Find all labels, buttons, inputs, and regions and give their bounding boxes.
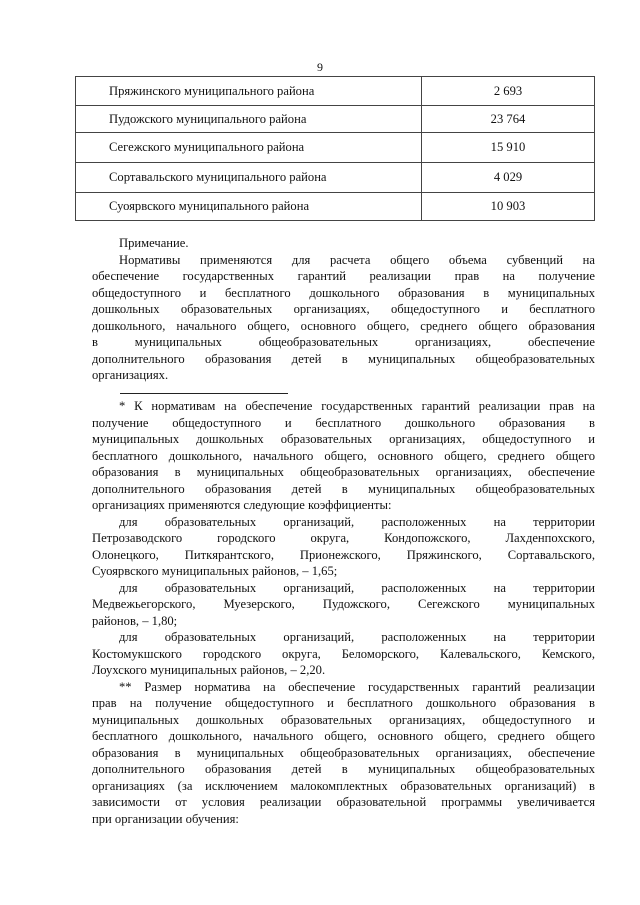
district-name: Пряжинского муниципального района xyxy=(76,77,422,106)
footnote-line: зависимости от условия реализации образовательной программы увеличивается xyxy=(92,795,595,809)
page-number: 9 xyxy=(317,60,323,74)
note-line: общедоступного и бесплатного дошкольного образования в муниципальных xyxy=(92,285,595,300)
footnote-line: получение общедоступного и бесплатного дошкольного образования в xyxy=(92,415,595,430)
footnote-section xyxy=(92,398,595,827)
district-name: Сегежского муниципального района xyxy=(76,133,422,163)
note-line: обеспечение государственных гарантий реализации прав на получение xyxy=(92,269,595,283)
table-row xyxy=(76,77,595,106)
table-row xyxy=(76,193,595,221)
footnote-line: районов, – 1,80; xyxy=(92,613,178,628)
footnote-divider xyxy=(120,393,288,394)
footnote-line: муниципальных дошкольных образовательных организациях, общедоступного и xyxy=(92,432,595,446)
note-heading: Примечание. xyxy=(119,236,189,250)
district-name: Суоярвского муниципального района xyxy=(76,193,422,221)
footnote-line: для образовательных организаций, расположенных на территории xyxy=(119,514,595,529)
table-row xyxy=(76,106,595,133)
footnote-line: для образовательных организаций, расположенных на территории xyxy=(119,630,595,644)
footnote-line: прав на получение общедоступного и бесплатного дошкольного образования в xyxy=(92,696,595,710)
footnote-line: бесплатного дошкольного, начального общего, основного общего, среднего общего xyxy=(92,448,595,463)
norm-value: 23 764 xyxy=(422,106,595,133)
note-line: Нормативы применяются для расчета общего объема субвенций на xyxy=(119,252,595,267)
footnote-line: бесплатного дошкольного, начального общего, основного общего, среднего общего xyxy=(92,729,595,743)
district-name: Пудожского муниципального района xyxy=(76,106,422,133)
norm-value: 2 693 xyxy=(422,77,595,106)
note-line: в муниципальных общеобразовательных организациях, обеспечение xyxy=(92,335,595,349)
footnote-line: Олонецкого, Питкярантского, Прионежского, Пряжинского, Сортавальского, xyxy=(92,547,595,562)
footnote-line: организациях применяются следующие коэффициенты: xyxy=(92,498,392,512)
footnote-line: Медвежьегорского, Муезерского, Пудожского, Сегежского муниципальных xyxy=(92,597,595,611)
footnote-line: Петрозаводского городского округа, Кондопожского, Лахденпохского, xyxy=(92,531,595,545)
footnote-line: образования в муниципальных общеобразовательных организациях, обеспечение xyxy=(92,465,595,479)
footnote-line: организациях (за исключением малокомплектных образовательных организаций) в xyxy=(92,778,595,793)
norm-value: 10 903 xyxy=(422,193,595,221)
footnote-line: ** Размер норматива на обеспечение государственных гарантий реализации xyxy=(119,679,595,694)
norms-table xyxy=(75,76,595,221)
footnote-line: образования в муниципальных общеобразовательных организациях, обеспечение xyxy=(92,745,595,760)
note-line: дошкольного, начального общего, основного общего, среднего общего образования xyxy=(92,318,595,333)
footnote-line: для образовательных организаций, расположенных на территории xyxy=(119,580,595,595)
footnote-line: Лоухского муниципальных районов, – 2,20. xyxy=(92,663,326,677)
footnote-line: Суоярвского муниципальных районов, – 1,65; xyxy=(92,564,338,578)
table-row xyxy=(76,133,595,163)
note-section xyxy=(92,235,595,384)
footnote-line: Костомукшского городского округа, Беломорского, Калевальского, Кемского, xyxy=(92,646,595,661)
note-line: организациях. xyxy=(92,368,169,382)
footnote-line: муниципальных дошкольных образовательных организациях, общедоступного и xyxy=(92,712,595,727)
footnote-line: при организации обучения: xyxy=(92,811,239,826)
note-line: дополнительного образования детей в муниципальных общеобразовательных xyxy=(92,351,595,366)
note-line: дошкольных образовательных организациях, общедоступного и бесплатного xyxy=(92,302,595,316)
norm-value: 15 910 xyxy=(422,133,595,163)
footnote-line: дополнительного образования детей в муниципальных общеобразовательных xyxy=(92,481,595,496)
table-row xyxy=(76,163,595,193)
footnote-line: * К нормативам на обеспечение государственных гарантий реализации прав на xyxy=(119,399,595,413)
norm-value: 4 029 xyxy=(422,163,595,193)
footnote-line: дополнительного образования детей в муниципальных общеобразовательных xyxy=(92,762,595,776)
district-name: Сортавальского муниципального района xyxy=(76,163,422,193)
